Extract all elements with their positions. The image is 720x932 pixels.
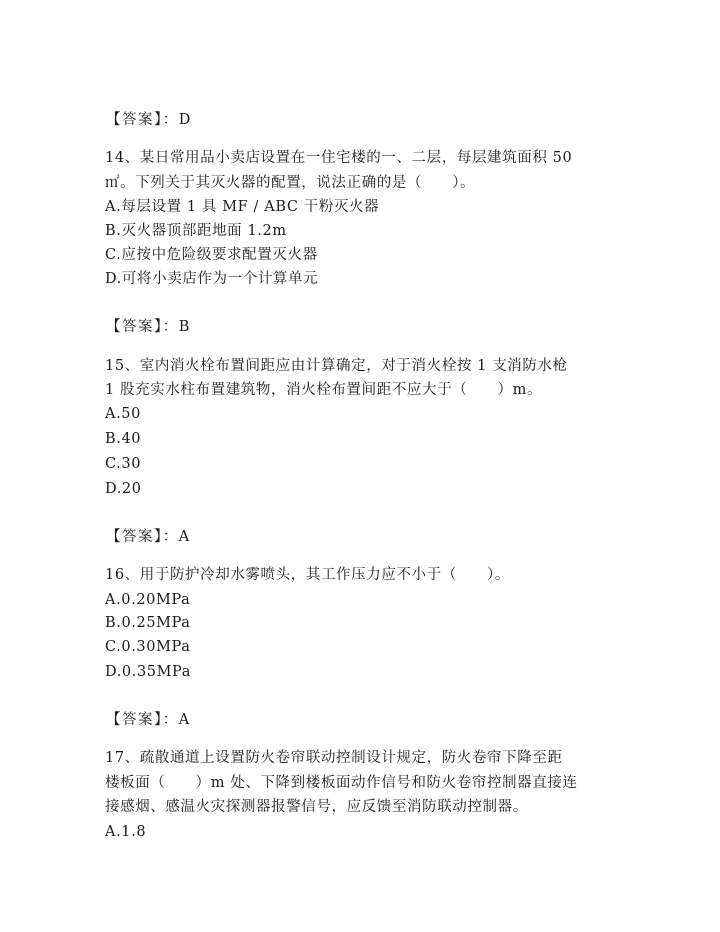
question-line: 17、疏散通道上设置防火卷帘联动控制设计规定，防火卷帘下降至距	[105, 750, 563, 766]
option-line: A.0.20MPa	[105, 592, 191, 608]
option-line: D.20	[105, 481, 142, 497]
question-line: ㎡。下列关于其灭火器的配置，说法正确的是（ ）。	[105, 175, 476, 191]
option-line: D.可将小卖店作为一个计算单元	[105, 271, 319, 287]
question-line: 14、某日常用品小卖店设置在一住宅楼的一、二层，每层建筑面积 50	[105, 150, 573, 166]
option-line: C.0.30MPa	[105, 639, 191, 655]
option-line: C.30	[105, 456, 142, 472]
option-line: A.每层设置 1 具 MF / ABC 干粉灭火器	[105, 199, 380, 215]
answer-line: 【答案】：D	[106, 112, 192, 128]
option-line: B.40	[105, 431, 142, 447]
option-line: A.50	[105, 406, 141, 422]
option-line: A.1.8	[105, 824, 147, 840]
answer-line: 【答案】：A	[106, 712, 191, 728]
option-line: B.0.25MPa	[105, 615, 191, 631]
option-line: B.灭火器顶部距地面 1.2m	[105, 223, 287, 239]
question-line: 15、室内消火栓布置间距应由计算确定，对于消火栓按 1 支消防水枪	[105, 358, 568, 374]
answer-line: 【答案】：B	[106, 319, 191, 335]
option-line: D.0.35MPa	[105, 664, 191, 680]
question-line: 接感烟、感温火灾探测器报警信号，应反馈至消防联动控制器。	[105, 799, 528, 815]
answer-line: 【答案】：A	[106, 529, 191, 545]
option-line: C.应按中危险级要求配置灭火器	[105, 247, 318, 263]
question-line: 1 股充实水柱布置建筑物，消火栓布置间距不应大于（ ）m。	[105, 382, 543, 398]
question-line: 16、用于防护冷却水雾喷头，其工作压力应不小于（ ）。	[105, 567, 510, 583]
question-line: 楼板面（ ）m 处、下降到楼板面动作信号和防火卷帘控制器直接连	[105, 775, 578, 791]
